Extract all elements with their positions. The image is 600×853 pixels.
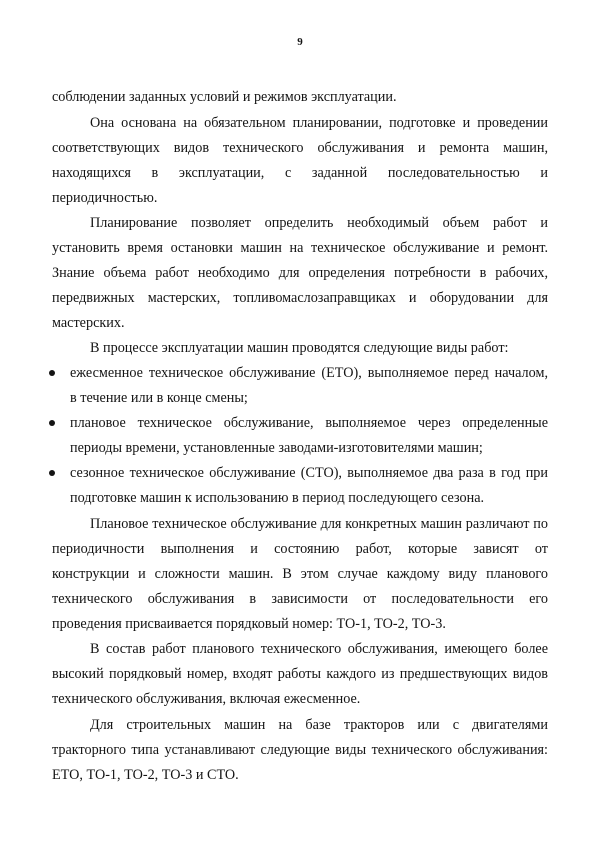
bullet-icon xyxy=(49,470,55,476)
text-line: тракторного типа устанавливают следующие виды технического обслуживания: xyxy=(52,742,548,758)
text-line: Планирование позволяет определить необходимый объем работ и xyxy=(90,215,548,231)
text-line: соответствующих видов технического обслуживания и ремонта машин, xyxy=(52,140,548,156)
text-line: В процессе эксплуатации машин проводятся следующие виды работ: xyxy=(90,340,509,356)
bullet-icon xyxy=(49,370,55,376)
text-line: соблюдении заданных условий и режимов эксплуатации. xyxy=(52,89,397,105)
text-line: мастерских. xyxy=(52,315,125,331)
list-item-line: плановое техническое обслуживание, выполняемое через определенные xyxy=(70,415,548,431)
text-line: высокий порядковый номер, входят работы каждого из предшествующих видов xyxy=(52,666,548,682)
text-line: находящихся в эксплуатации, с заданной последовательностью и xyxy=(52,165,548,181)
text-line: Знание объема работ необходимо для определения потребности в рабочих, xyxy=(52,265,548,281)
list-item-line: периоды времени, установленные заводами-изготовителями машин; xyxy=(70,440,483,456)
text-line: Плановое техническое обслуживание для конкретных машин различают по xyxy=(90,516,548,532)
text-line: периодичностью. xyxy=(52,190,158,206)
text-line: периодичности выполнения и состоянию работ, которые зависят от xyxy=(52,541,548,557)
text-line: ЕТО, ТО-1, ТО-2, ТО-3 и СТО. xyxy=(52,767,239,783)
list-item-line: ежесменное техническое обслуживание (ЕТО), выполняемое перед началом, xyxy=(70,365,548,381)
list-item-line: сезонное техническое обслуживание (СТО), выполняемое два раза в год при xyxy=(70,465,548,481)
text-line: установить время остановки машин на техническое обслуживание и ремонт. xyxy=(52,240,548,256)
text-line: технического обслуживания в зависимости от последовательности его xyxy=(52,591,548,607)
text-line: проведения присваивается порядковый номер: ТО-1, ТО-2, ТО-3. xyxy=(52,616,446,632)
text-line: передвижных мастерских, топливомаслозаправщиках и оборудовании для xyxy=(52,290,548,306)
text-line: Для строительных машин на базе тракторов или с двигателями xyxy=(90,717,548,733)
list-item-line: подготовке машин к использованию в период последующего сезона. xyxy=(70,490,485,506)
page-number: 9 xyxy=(297,36,303,48)
text-line: технического обслуживания, включая ежесменное. xyxy=(52,691,361,707)
text-line: Она основана на обязательном планировании, подготовке и проведении xyxy=(90,115,548,131)
bullet-icon xyxy=(49,420,55,426)
text-line: конструкции и сложности машин. В этом случае каждому виду планового xyxy=(52,566,548,582)
list-item-line: в течение или в конце смены; xyxy=(70,390,248,406)
text-line: В состав работ планового технического обслуживания, имеющего более xyxy=(90,641,548,657)
